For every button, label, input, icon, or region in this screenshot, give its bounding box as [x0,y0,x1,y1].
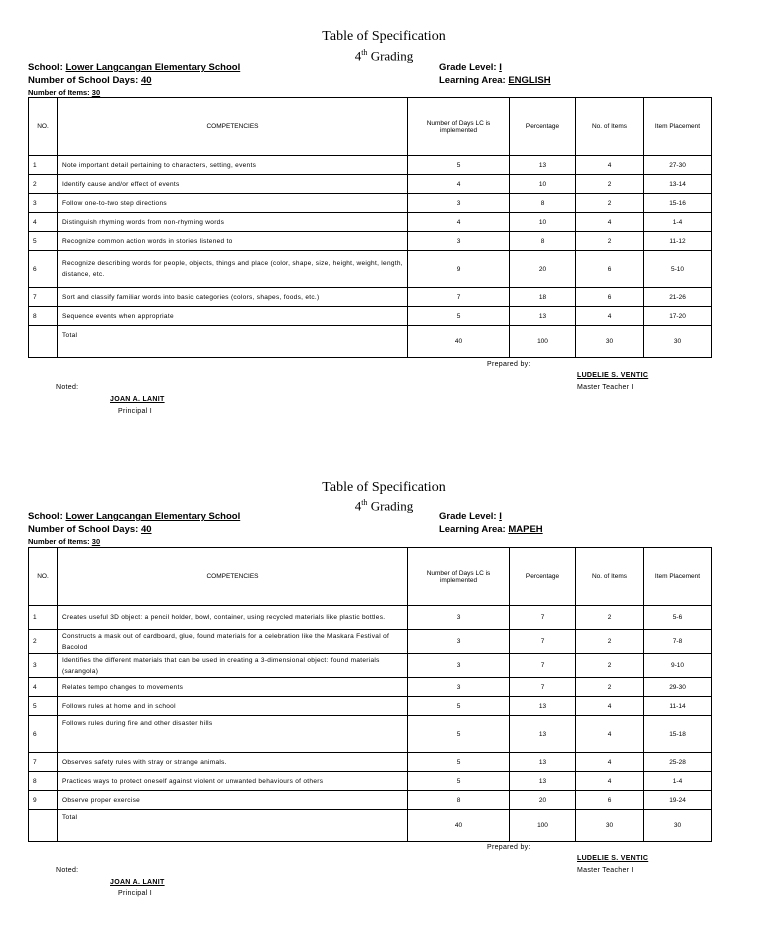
preparer-name: LUDELIE S. VENTIC [577,855,649,862]
table-row [29,791,712,810]
row-competency: Sort and classify familiar words into basic categories (colors, shapes, foods, etc.) [58,288,408,307]
row-placement: 11-12 [644,232,712,251]
prepared-by-label: Prepared by: [487,361,531,368]
table-row [29,156,712,175]
row-items: 4 [576,753,644,772]
grading-word: Grading [370,498,414,514]
row-placement: 1-4 [644,213,712,232]
grading-number: 4 [354,498,362,514]
table-header-row [29,98,712,156]
row-days: 3 [408,654,510,678]
row-days: 9 [408,251,510,288]
row-percentage: 8 [510,194,576,213]
row-days: 5 [408,156,510,175]
row-percentage: 10 [510,213,576,232]
row-placement: 30 [644,810,712,842]
row-items: 4 [576,716,644,753]
preparer-title: Master Teacher I [577,384,634,391]
days-label: Number of School Days: [28,75,139,86]
prepared-by-label: Prepared by: [487,844,531,851]
row-no [29,810,58,842]
preparer-name: LUDELIE S. VENTIC [577,372,649,379]
table-row [29,772,712,791]
table-row [29,213,712,232]
row-items: 6 [576,288,644,307]
row-placement: 1-4 [644,772,712,791]
page-title: Table of Specification [322,29,446,44]
noted-label: Noted: [56,384,79,391]
row-percentage: 13 [510,156,576,175]
noter-name: JOAN A. LANIT [110,396,165,403]
row-items: 2 [576,654,644,678]
table-row [29,288,712,307]
row-competency: Relates tempo changes to movements [58,678,408,697]
row-placement: 27-30 [644,156,712,175]
row-days: 3 [408,194,510,213]
header-placement: Item Placement [644,548,712,606]
row-no: 5 [29,232,58,251]
row-placement: 5-10 [644,251,712,288]
noted-label: Noted: [56,867,79,874]
row-no: 8 [29,307,58,326]
row-percentage: 7 [510,654,576,678]
row-percentage: 100 [510,810,576,842]
table-row [29,716,712,753]
area-line [439,524,543,535]
area-line [439,75,551,86]
grading-number: 4 [354,48,362,64]
row-competency: Identifies the different materials that can be used in creating a 3-dimensional object: found materials (sarangola) [58,654,408,678]
row-no: 3 [29,654,58,678]
row-items: 2 [576,606,644,630]
row-no: 9 [29,791,58,810]
grade-label: Grade Level: [439,62,497,73]
row-placement: 21-26 [644,288,712,307]
header-competencies: COMPETENCIES [58,548,408,606]
row-days: 5 [408,307,510,326]
row-days: 5 [408,716,510,753]
items-label: Number of Items: [28,88,90,97]
table-row [29,654,712,678]
items-label: Number of Items: [28,537,90,546]
table-row [29,678,712,697]
row-no: 4 [29,678,58,697]
row-days: 3 [408,678,510,697]
header-percentage: Percentage [510,548,576,606]
table-row [29,251,712,288]
row-days: 5 [408,697,510,716]
school-label: School: [28,511,63,522]
table-row [29,630,712,654]
row-competency: Observe proper exercise [58,791,408,810]
row-percentage: 100 [510,326,576,358]
row-items: 2 [576,678,644,697]
grading-word: Grading [370,48,414,64]
grading-label [0,45,768,63]
row-placement: 17-20 [644,307,712,326]
row-placement: 30 [644,326,712,358]
header-items: No. of Items [576,548,644,606]
row-no: 1 [29,156,58,175]
row-items: 30 [576,326,644,358]
row-percentage: 8 [510,232,576,251]
items-value: 30 [91,88,101,97]
header-items: No. of Items [576,98,644,156]
row-placement: 5-6 [644,606,712,630]
row-no: 2 [29,175,58,194]
row-placement: 7-8 [644,630,712,654]
row-placement: 13-14 [644,175,712,194]
row-items: 2 [576,630,644,654]
noter-title: Principal I [118,890,153,897]
header-no: NO. [29,98,58,156]
row-placement: 25-28 [644,753,712,772]
table-row [29,232,712,251]
table-row [29,307,712,326]
row-days: 3 [408,232,510,251]
row-days: 40 [408,810,510,842]
row-percentage: 13 [510,307,576,326]
row-percentage: 20 [510,251,576,288]
row-days: 40 [408,326,510,358]
row-no: 6 [29,716,58,753]
header-competencies: COMPETENCIES [58,98,408,156]
row-items: 4 [576,772,644,791]
row-items: 2 [576,194,644,213]
items-line [28,88,100,97]
row-percentage: 7 [510,630,576,654]
specification-table [28,547,712,842]
row-percentage: 13 [510,772,576,791]
row-placement: 15-18 [644,716,712,753]
items-value: 30 [91,537,101,546]
days-label: Number of School Days: [28,524,139,535]
row-no: 2 [29,630,58,654]
row-no: 3 [29,194,58,213]
row-no: 5 [29,697,58,716]
row-placement: 11-14 [644,697,712,716]
row-competency: Observes safety rules with stray or strange animals. [58,753,408,772]
row-no: 4 [29,213,58,232]
grading-suffix: th [361,498,368,507]
row-items: 30 [576,810,644,842]
row-competency: Recognize describing words for people, objects, things and place (color, shape, size, height, weight, length, distance, etc. [58,251,408,288]
row-items: 4 [576,697,644,716]
row-competency: Total [58,810,408,842]
header-no: NO. [29,548,58,606]
row-percentage: 20 [510,791,576,810]
days-line [28,524,152,535]
area-label: Learning Area: [439,524,506,535]
row-competency: Constructs a mask out of cardboard, glue, found materials for a celebration like the Maskara Festival of Bacolod [58,630,408,654]
row-days: 7 [408,288,510,307]
area-value: ENGLISH [508,75,551,86]
school-value: Lower Langcangan Elementary School [65,511,241,522]
row-percentage: 10 [510,175,576,194]
row-days: 3 [408,606,510,630]
table-total-row [29,810,712,842]
table-header-row [29,548,712,606]
row-competency: Practices ways to protect oneself against violent or unwanted behaviours of others [58,772,408,791]
days-value: 40 [140,524,152,535]
tos-sheet-mapeh [0,450,768,932]
row-no [29,326,58,358]
row-competency: Identify cause and/or effect of events [58,175,408,194]
row-days: 4 [408,213,510,232]
row-items: 4 [576,213,644,232]
grade-label: Grade Level: [439,511,497,522]
grade-value: I [499,62,502,73]
row-items: 4 [576,156,644,175]
table-row [29,606,712,630]
header-days: Number of Days LC is implemented [408,548,510,606]
row-competency: Distinguish rhyming words from non-rhyming words [58,213,408,232]
row-days: 4 [408,175,510,194]
row-percentage: 13 [510,697,576,716]
row-competency: Note important detail pertaining to characters, setting, events [58,156,408,175]
school-line [28,62,240,73]
school-line [28,511,240,522]
grading-suffix: th [361,48,368,57]
row-days: 5 [408,753,510,772]
area-label: Learning Area: [439,75,506,86]
row-percentage: 13 [510,716,576,753]
grade-line [439,511,502,522]
row-percentage: 7 [510,606,576,630]
row-placement: 9-10 [644,654,712,678]
row-items: 4 [576,307,644,326]
school-value: Lower Langcangan Elementary School [65,62,241,73]
page-title: Table of Specification [322,480,446,495]
row-placement: 19-24 [644,791,712,810]
items-line [28,537,100,546]
school-label: School: [28,62,63,73]
preparer-title: Master Teacher I [577,867,634,874]
grade-value: I [499,511,502,522]
row-percentage: 18 [510,288,576,307]
row-items: 2 [576,175,644,194]
row-competency: Sequence events when appropriate [58,307,408,326]
row-competency: Recognize common action words in stories listened to [58,232,408,251]
row-days: 3 [408,630,510,654]
row-competency: Follows rules at home and in school [58,697,408,716]
row-items: 6 [576,251,644,288]
specification-table [28,97,712,358]
area-value: MAPEH [508,524,543,535]
table-total-row [29,326,712,358]
row-competency: Follows rules during fire and other disaster hills [58,716,408,753]
row-placement: 15-16 [644,194,712,213]
row-no: 6 [29,251,58,288]
header-days: Number of Days LC is implemented [408,98,510,156]
row-no: 7 [29,288,58,307]
noter-name: JOAN A. LANIT [110,879,165,886]
row-competency: Follow one-to-two step directions [58,194,408,213]
row-days: 5 [408,772,510,791]
days-value: 40 [140,75,152,86]
row-no: 7 [29,753,58,772]
row-placement: 29-30 [644,678,712,697]
header-percentage: Percentage [510,98,576,156]
header-placement: Item Placement [644,98,712,156]
table-row [29,697,712,716]
noter-title: Principal I [118,408,153,415]
row-no: 1 [29,606,58,630]
row-competency: Creates useful 3D object: a pencil holder, bowl, container, using recycled materials like plastic bottles. [58,606,408,630]
table-row [29,194,712,213]
table-row [29,753,712,772]
days-line [28,75,152,86]
row-percentage: 7 [510,678,576,697]
row-competency: Total [58,326,408,358]
table-row [29,175,712,194]
row-items: 6 [576,791,644,810]
row-days: 8 [408,791,510,810]
grade-line [439,62,502,73]
row-percentage: 13 [510,753,576,772]
row-items: 2 [576,232,644,251]
row-no: 8 [29,772,58,791]
